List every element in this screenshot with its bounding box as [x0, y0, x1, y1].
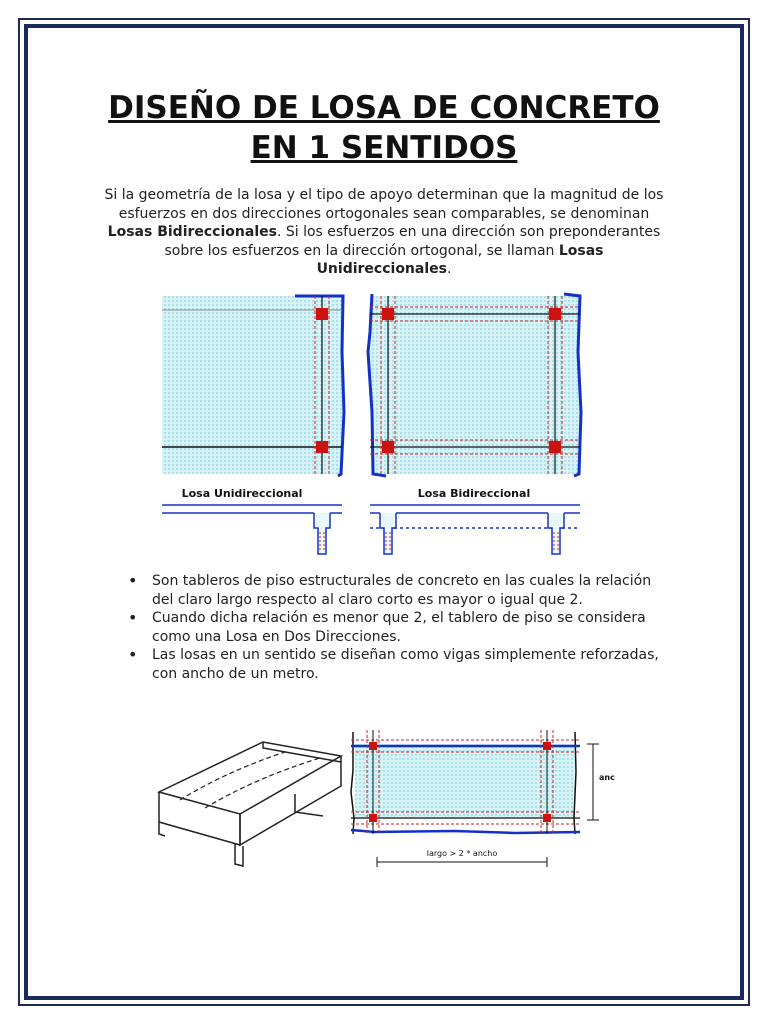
slab-plan-with-dimensions [351, 730, 615, 867]
column-marker [549, 441, 561, 453]
title-line-1: DISEÑO DE LOSA DE CONCRETO [108, 90, 660, 126]
title-line-2: EN 1 SENTIDOS [250, 130, 518, 166]
column-marker [543, 742, 551, 750]
one-way-slab-section [162, 505, 342, 554]
length-dimension-label: largo > 2 * ancho [426, 849, 498, 858]
list-item: • Las losas en un sentido se diseñan como vigas simplemente reforzadas, con ancho de un metro. [128, 646, 668, 683]
intro-paragraph [100, 186, 668, 279]
isometric-slab-sketch [159, 742, 341, 866]
intro-text-3: . [446, 261, 452, 277]
list-item: • Cuando dicha relación es menor que 2, el tablero de piso se considera como una Losa en Dos Direcciones. [128, 609, 668, 646]
column-marker [543, 814, 551, 822]
list-item: • Son tableros de piso estructurales de concreto en las cuales la relación del claro largo respecto al claro corto es mayor o igual que 2. [128, 572, 668, 609]
width-dimension-label: anc [599, 773, 615, 782]
two-way-slab-section [370, 505, 580, 554]
two-way-slab-plan [368, 294, 581, 476]
intro-bold-unidireccionales: Losas Unidireccionales [316, 242, 604, 277]
one-way-slab-plan [162, 296, 344, 476]
column-marker [369, 742, 377, 750]
intro-text-2: . Si los esfuerzos en una dirección son preponderantes sobre los esfuerzos en la dirección ortogonal, se llaman [164, 224, 661, 259]
column-marker [316, 308, 328, 320]
slab-types-figure [160, 292, 590, 557]
one-way-slab-figure [155, 722, 625, 872]
one-way-slab-label: Losa Unidireccional [181, 487, 303, 500]
column-marker [549, 308, 561, 320]
intro-text-1: Si la geometría de la losa y el tipo de apoyo determinan que la magnitud de los esfuerzos en dos direcciones ortogonales sean comparables, se denominan [104, 187, 664, 222]
column-marker [369, 814, 377, 822]
intro-bold-bidireccionales: Losas Bidireccionales [107, 224, 277, 240]
column-marker [382, 308, 394, 320]
bullet-list [128, 572, 668, 683]
page-title [0, 88, 768, 168]
column-marker [382, 441, 394, 453]
column-marker [316, 441, 328, 453]
two-way-slab-label: Losa Bidireccional [417, 487, 531, 500]
